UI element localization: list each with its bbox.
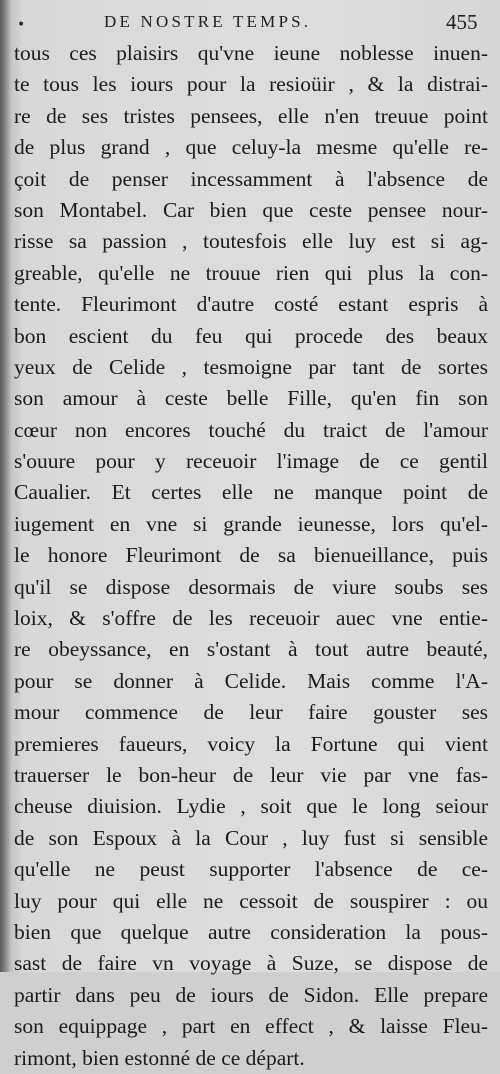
text-line: premieres faueurs, voicy la Fortune qui vient (14, 731, 488, 756)
text-line: de son Espoux à la Cour , luy fust si sensible (14, 825, 488, 850)
body-text (14, 38, 488, 1074)
text-line: iugement en vne si grande ieunesse, lors qu'el- (14, 511, 488, 536)
text-line: greable, qu'elle ne trouue rien qui plus la con- (14, 260, 488, 285)
text-line: cœur non encores touché du traict de l'amour (14, 417, 488, 442)
text-line: re obeyssance, en s'ostant à tout autre beauté, (14, 637, 488, 662)
text-line: loix, & s'offre de les receuoir auec vne entie- (14, 606, 488, 631)
text-line: çoit de penser incessamment à l'absence de (14, 166, 488, 191)
ornament-mark: • (17, 17, 26, 33)
text-line: son amour à ceste belle Fille, qu'en fin son (14, 386, 488, 411)
text-line: bien que quelque autre consideration la pous- (14, 919, 488, 944)
text-line: Caualier. Et certes elle ne manque point de (14, 480, 488, 505)
text-line: son equippage , part en effect , & laisse Fleu- (14, 1014, 488, 1039)
text-line: luy pour qui elle ne cessoit de souspirer : ou (14, 888, 488, 913)
text-line: tente. Fleurimont d'autre costé estant espris à (14, 292, 488, 317)
text-line: son Montabel. Car bien que ceste pensee nour- (14, 197, 488, 222)
text-line: re de ses tristes pensees, elle n'en treuue point (14, 103, 488, 128)
text-line: tous ces plaisirs qu'vne ieune noblesse inuen- (14, 41, 488, 65)
text-line: yeux de Celide , tesmoigne par tant de sortes (14, 354, 488, 379)
text-line: qu'elle ne peust supporter l'absence de ce- (14, 857, 488, 882)
text-line: trauerser le bon-heur de leur vie par vne fas- (14, 762, 488, 787)
text-line: de plus grand , que celuy-la mesme qu'elle re- (14, 135, 488, 160)
running-head (0, 11, 500, 37)
text-line: mour commence de leur faire gouster ses (14, 700, 488, 725)
text-line: partir dans peu de iours de Sidon. Elle prepare (14, 982, 488, 1007)
text-line: s'ouure pour y receuoir l'image de ce gentil (14, 449, 488, 474)
text-line: te tous les iours pour la resioüir , & la distrai- (14, 72, 488, 97)
text-line: sast de faire vn voyage à Suze, se dispose de (14, 951, 488, 976)
text-line: le honore Fleurimont de sa bienueillance, puis (14, 543, 488, 568)
text-line: qu'il se dispose desormais de viure soubs ses (14, 574, 488, 599)
text-line: risse sa passion , toutesfois elle luy est si ag- (14, 229, 488, 254)
text-line: bon escient du feu qui procede des beaux (14, 323, 488, 348)
page-number: 455 (446, 10, 478, 34)
text-line: cheuse diuision. Lydie , soit que le long seiour (14, 794, 488, 819)
running-head-title: DE NOSTRE TEMPS. (104, 12, 312, 31)
text-line: pour se donner à Celide. Mais comme l'A- (14, 668, 488, 693)
page-gutter-shadow (0, 0, 12, 972)
text-line-last: rimont, bien estonné de ce départ. (14, 1045, 305, 1070)
